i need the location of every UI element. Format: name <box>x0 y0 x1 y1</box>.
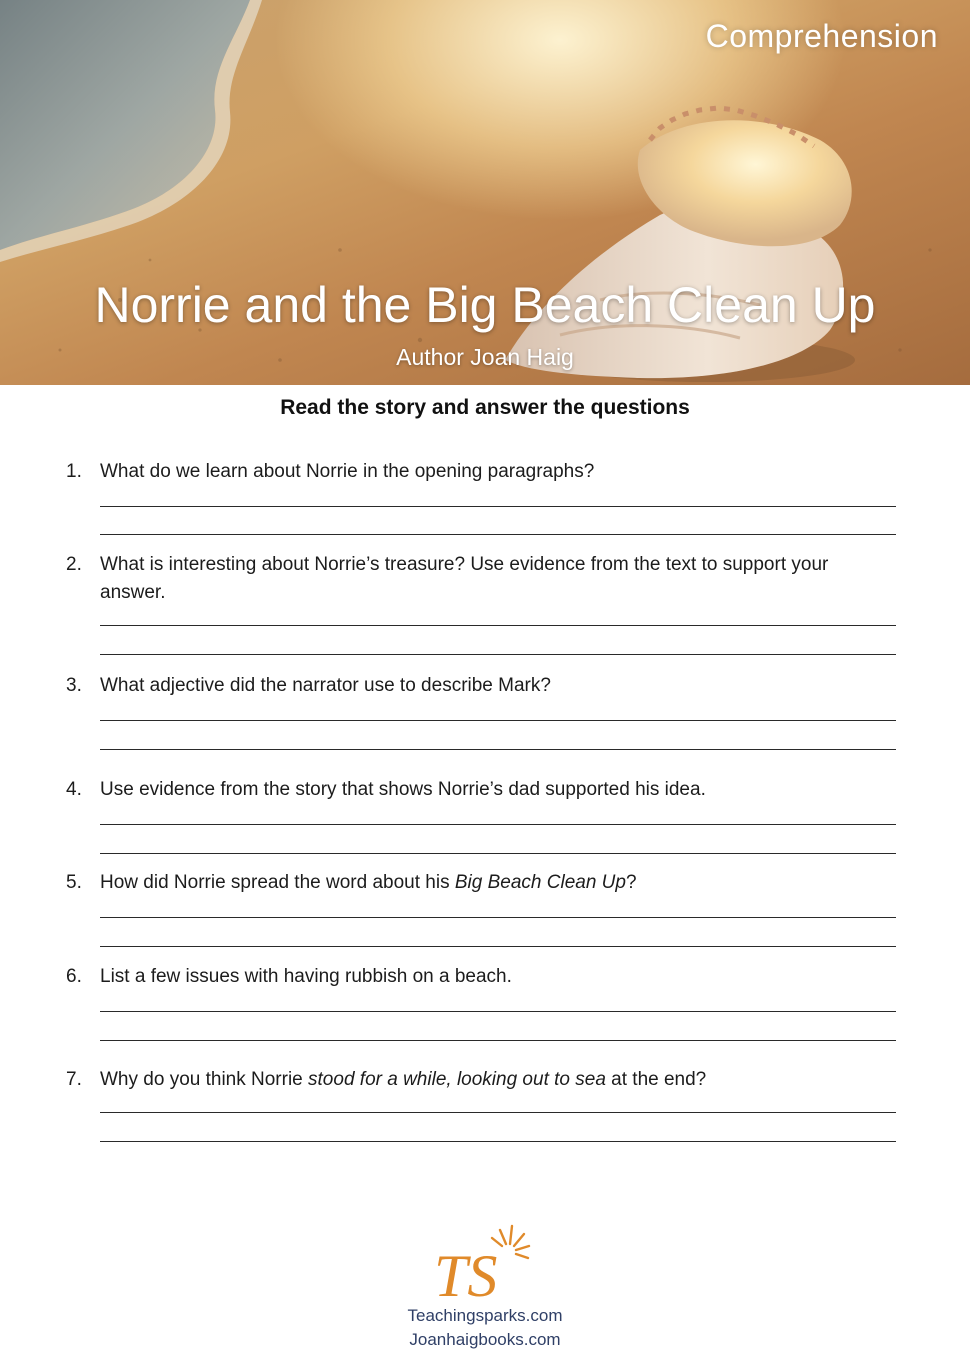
question-text-start: Why do you think Norrie <box>100 1069 309 1090</box>
question-text-end: at the end? <box>605 1069 707 1090</box>
question-4 <box>66 776 896 854</box>
question-number: 2. <box>66 554 82 575</box>
answer-line[interactable] <box>100 749 896 750</box>
answer-line[interactable] <box>100 824 896 825</box>
teachingsparks-logo <box>432 1222 532 1311</box>
answer-line[interactable] <box>100 506 896 507</box>
question-text-emphasis: Big Beach Clean Up <box>454 872 626 893</box>
question-text: List a few issues with having rubbish on a beach. <box>100 966 512 987</box>
question-text: What do we learn about Norrie in the opening paragraphs? <box>100 461 595 482</box>
question-number: 7. <box>66 1069 82 1090</box>
answer-line[interactable] <box>100 1141 896 1142</box>
question-number: 4. <box>66 779 82 800</box>
question-2 <box>66 551 896 655</box>
footer-link-teachingsparks[interactable]: Teachingsparks.com <box>407 1306 563 1325</box>
question-5 <box>66 869 896 947</box>
question-6 <box>66 963 896 1041</box>
question-text-end: ? <box>625 872 637 893</box>
answer-line[interactable] <box>100 1040 896 1041</box>
question-number: 1. <box>66 461 82 482</box>
answer-line[interactable] <box>100 720 896 721</box>
question-text <box>100 869 896 897</box>
conch-shell <box>505 108 855 382</box>
answer-line[interactable] <box>100 853 896 854</box>
instructions-heading: Read the story and answer the questions <box>280 396 690 419</box>
question-number: 5. <box>66 872 82 893</box>
question-text <box>100 1066 896 1094</box>
sun-burst-icon <box>492 1226 529 1258</box>
question-text: Use evidence from the story that shows Norrie’s dad supported his idea. <box>100 779 706 800</box>
answer-line[interactable] <box>100 917 896 918</box>
category-label: Comprehension <box>705 18 938 54</box>
question-number: 3. <box>66 675 82 696</box>
answer-line[interactable] <box>100 946 896 947</box>
question-text-start: How did Norrie spread the word about his <box>100 872 455 893</box>
question-3 <box>66 672 896 750</box>
hero-banner <box>0 0 970 385</box>
question-text: What is interesting about Norrie’s treasure? Use evidence from the text to support your answer. <box>100 554 829 603</box>
question-text-emphasis: stood for a while, looking out to sea <box>308 1069 606 1090</box>
question-text: What adjective did the narrator use to describe Mark? <box>100 675 551 696</box>
answer-line[interactable] <box>100 625 896 626</box>
answer-line[interactable] <box>100 1112 896 1113</box>
answer-line[interactable] <box>100 654 896 655</box>
question-7 <box>66 1066 896 1142</box>
question-number: 6. <box>66 966 82 987</box>
author-line: Author Joan Haig <box>396 344 574 370</box>
question-1 <box>66 458 896 535</box>
answer-line[interactable] <box>100 534 896 535</box>
page-title: Norrie and the Big Beach Clean Up <box>94 277 876 333</box>
footer-link-joanhaigbooks[interactable]: Joanhaigbooks.com <box>409 1330 561 1349</box>
logo-letters: TS <box>434 1243 498 1306</box>
answer-line[interactable] <box>100 1011 896 1012</box>
